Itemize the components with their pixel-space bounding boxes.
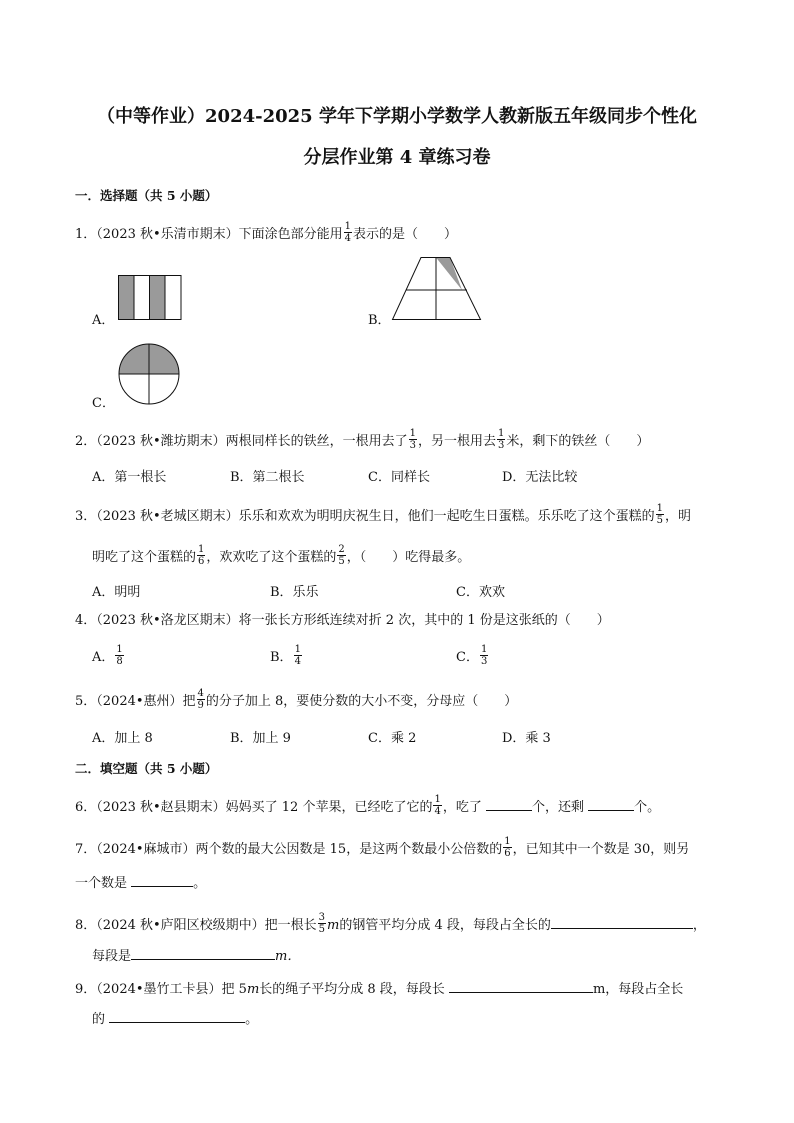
q4-option-a — [92, 646, 125, 669]
fraction: $\frac{1}{3}$ — [498, 428, 505, 451]
question-9-text-end: m，每段占全长 — [592, 982, 684, 997]
unit-m: m — [327, 918, 340, 933]
fraction: $\frac{1}{3}$ — [480, 644, 488, 667]
question-6-text: 6．（2023 秋•赵县期末）妈妈买了 12 个苹果，已经吃了它的 — [75, 800, 433, 815]
question-9-line2-end: 。 — [245, 1012, 259, 1027]
question-8-text-end: ， — [692, 918, 706, 933]
question-8-line2-text: 每段是 — [92, 949, 132, 964]
option-label: B． — [270, 650, 293, 665]
question-3-line2-text: 明吃了这个蛋糕的 — [92, 550, 197, 565]
question-6-text-mid-2: 个，还剩 — [531, 800, 589, 815]
q3-option-c: C．欢欢 — [456, 585, 505, 600]
question-3-line2-end: ，（ ）吃得最多。 — [346, 550, 471, 565]
answer-blank[interactable] — [588, 798, 634, 811]
question-6-text-end: 个。 — [634, 800, 661, 815]
question-1 — [75, 223, 457, 246]
section-heading-choice: 一．选择题（共 5 小题） — [75, 188, 218, 203]
question-3-text: 3．（2023 秋•老城区期末）乐乐和欢欢为明明庆祝生日，他们一起吃生日蛋糕。乐乐吃了这个蛋糕的 — [75, 509, 655, 524]
question-3 — [75, 505, 691, 528]
question-9 — [75, 980, 683, 998]
q2-option-d: D．无法比较 — [502, 470, 578, 485]
answer-blank[interactable] — [131, 947, 275, 960]
figure-trapezoid — [392, 257, 482, 321]
question-8-line2-end: m． — [275, 949, 301, 964]
question-9-line2-text: 的 — [92, 1012, 110, 1027]
question-2-text-end: 米，剩下的铁丝（ ） — [506, 434, 650, 449]
q5-option-a: A．加上 8 — [92, 731, 153, 746]
question-9-line-2 — [92, 1010, 258, 1028]
option-c-label: C． — [92, 396, 115, 411]
page-title-line-2: 分层作业第 4 章练习卷 — [303, 147, 491, 168]
fraction: $\frac{1}{4}$ — [294, 644, 301, 667]
question-6 — [75, 796, 660, 819]
q3-option-b: B．乐乐 — [270, 585, 319, 600]
question-7-text-end: ，已知其中一个数是 30，则另 — [512, 842, 690, 857]
question-2 — [75, 430, 649, 453]
question-2-text: 2．（2023 秋•潍坊期末）两根同样长的铁丝，一根用去了 — [75, 434, 408, 449]
question-5-text-end: 的分子加上 8，要使分数的大小不变，分母应（ ） — [205, 694, 518, 709]
question-7-line2-text: 一个数是 — [75, 876, 132, 891]
option-a-label: A． — [92, 313, 115, 328]
option-b-label: B． — [368, 313, 391, 328]
answer-blank[interactable] — [486, 798, 532, 811]
fraction: $\frac{1}{4}$ — [434, 794, 441, 817]
q3-option-a: A．明明 — [92, 585, 141, 600]
answer-blank[interactable] — [551, 916, 693, 929]
question-8 — [75, 914, 706, 937]
fraction: $\frac{1}{6}$ — [504, 836, 511, 859]
question-3-line-2 — [92, 546, 470, 569]
fraction: $\frac{4}{9}$ — [197, 688, 204, 711]
fraction: $\frac{1}{4}$ — [344, 221, 352, 244]
fraction: $\frac{1}{8}$ — [116, 644, 123, 667]
question-7-line2-end: 。 — [193, 876, 207, 891]
q4-option-c — [456, 646, 489, 669]
page-title-line-1: （中等作业）2024-2025 学年下学期小学数学人教新版五年级同步个性化 — [97, 106, 697, 127]
q5-option-c: C．乘 2 — [368, 731, 417, 746]
question-4: 4．（2023 秋•洛龙区期末）将一张长方形纸连续对折 2 次，其中的 1 份是这张纸的（ ） — [75, 613, 610, 628]
question-8-line-2 — [92, 947, 300, 965]
q2-option-b: B．第二根长 — [230, 470, 305, 485]
option-label: A． — [92, 650, 115, 665]
fraction: $\frac{1}{3}$ — [409, 428, 417, 451]
question-7-text: 7．（2024•麻城市）两个数的最大公因数是 15，是这两个数最小公倍数的 — [75, 842, 503, 857]
q5-option-d: D．乘 3 — [502, 731, 551, 746]
question-9-text: 9．（2024•墨竹工卡县）把 5 — [75, 982, 247, 997]
q4-option-b — [270, 646, 303, 669]
option-label: C． — [456, 650, 479, 665]
q2-option-c: C．同样长 — [368, 470, 430, 485]
question-5-text: 5．（2024•惠州）把 — [75, 694, 196, 709]
fraction: $\frac{3}{5}$ — [318, 912, 326, 935]
answer-blank[interactable] — [449, 980, 593, 993]
fraction: $\frac{1}{5}$ — [656, 503, 664, 526]
figure-rectangle-strips — [118, 275, 182, 320]
question-6-text-mid: ，吃了 — [442, 800, 486, 815]
answer-blank[interactable] — [109, 1010, 245, 1023]
fraction: $\frac{2}{5}$ — [338, 544, 345, 567]
section-heading-fill: 二．填空题（共 5 小题） — [75, 761, 218, 776]
question-8-text-mid: 的钢管平均分成 4 段，每段占全长的 — [339, 918, 551, 933]
question-8-text: 8．（2024 秋•庐阳区校级期中）把一根长 — [75, 918, 317, 933]
question-9-text-mid: 长的绳子平均分成 8 段，每段长 — [259, 982, 449, 997]
question-2-text-mid: ，另一根用去 — [418, 434, 497, 449]
q5-option-b: B．加上 9 — [230, 731, 291, 746]
question-7 — [75, 838, 689, 861]
answer-blank[interactable] — [131, 874, 193, 887]
figure-circle — [118, 343, 180, 405]
fraction: $\frac{1}{6}$ — [198, 544, 205, 567]
question-1-text-end: 表示的是（ ） — [353, 227, 458, 242]
question-3-text-end: ，明 — [665, 509, 692, 524]
question-5 — [75, 690, 517, 713]
question-3-line2-mid: ，欢欢吃了这个蛋糕的 — [206, 550, 337, 565]
unit-m: m — [246, 982, 260, 997]
question-1-text: 1．（2023 秋•乐清市期末）下面涂色部分能用 — [75, 227, 343, 242]
q2-option-a: A．第一根长 — [92, 470, 167, 485]
question-7-line-2 — [75, 874, 206, 892]
